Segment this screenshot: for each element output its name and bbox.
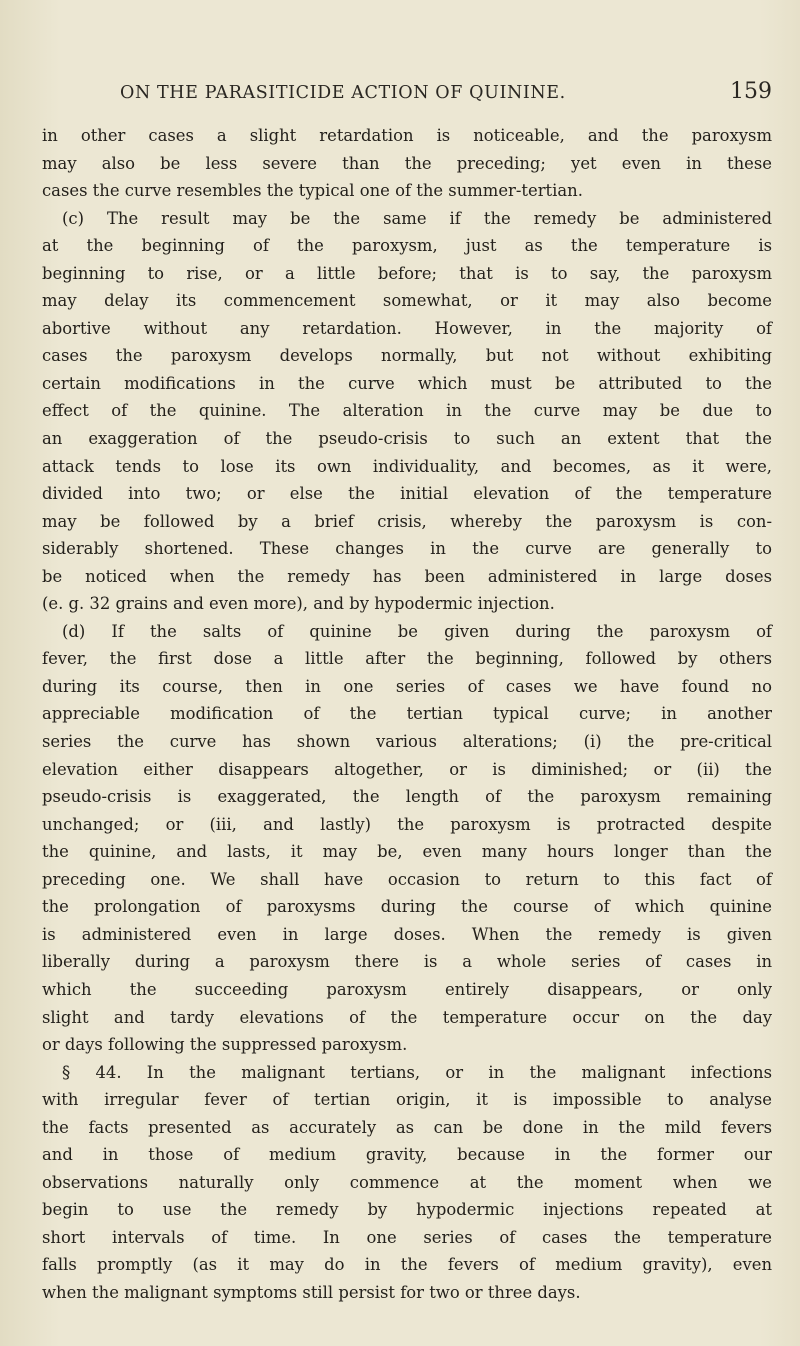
text-line: beginning to rise, or a little before; that is to say, the paroxysm xyxy=(42,263,772,283)
body-text xyxy=(42,122,772,1307)
text-line: divided into two; or else the initial elevation of the temperature xyxy=(42,484,772,504)
text-line: or days following the suppressed paroxysm. xyxy=(42,1035,408,1055)
text-line: falls promptly (as it may do in the fevers of medium gravity), even xyxy=(42,1255,772,1275)
text-line: appreciable modification of the tertian typical curve; in another xyxy=(42,704,772,724)
page-number: 159 xyxy=(730,79,772,104)
text-line: unchanged; or (iii, and lastly) the paroxysm is protracted despite xyxy=(42,814,772,834)
text-line: abortive without any retardation. However, in the majority of xyxy=(42,318,772,338)
text-line: effect of the quinine. The alteration in the curve may be due to xyxy=(42,401,772,421)
text-line: (e. g. 32 grains and even more), and by hypodermic injection. xyxy=(42,594,555,614)
text-line: with irregular fever of tertian origin, it is impossible to analyse xyxy=(42,1090,772,1110)
text-line: (d) If the salts of quinine be given during the paroxysm of xyxy=(62,621,772,641)
text-line: observations naturally only commence at the moment when we xyxy=(42,1172,772,1192)
text-line: fever, the first dose a little after the beginning, followed by others xyxy=(42,649,772,669)
text-line: pseudo-crisis is exaggerated, the length of the paroxysm remaining xyxy=(42,787,772,807)
text-line: the prolongation of paroxysms during the course of which quinine xyxy=(42,897,772,917)
page-header xyxy=(92,79,772,113)
text-line: series the curve has shown various alterations; (i) the pre-critical xyxy=(42,732,772,752)
text-line: begin to use the remedy by hypodermic injections repeated at xyxy=(42,1200,772,1220)
text-line: be noticed when the remedy has been administered in large doses xyxy=(42,566,772,586)
text-line: attack tends to lose its own individuality, and becomes, as it were, xyxy=(42,456,772,476)
text-line: during its course, then in one series of cases we have found no xyxy=(42,676,772,696)
text-line: § 44. In the malignant tertians, or in the malignant infections xyxy=(62,1062,772,1082)
text-line: and in those of medium gravity, because in the former our xyxy=(42,1145,772,1165)
text-line: short intervals of time. In one series of cases the temperature xyxy=(42,1227,772,1247)
text-line: may also be less severe than the preceding; yet even in these xyxy=(42,153,772,173)
text-line: when the malignant symptoms still persist for two or three days. xyxy=(42,1282,581,1302)
text-line: which the succeeding paroxysm entirely disappears, or only xyxy=(42,979,772,999)
text-line: may delay its commencement somewhat, or it may also become xyxy=(42,291,772,311)
text-line: is administered even in large doses. When the remedy is given xyxy=(42,924,772,944)
text-line: at the beginning of the paroxysm, just as the temperature is xyxy=(42,236,772,256)
text-line: liberally during a paroxysm there is a whole series of cases in xyxy=(42,952,772,972)
text-line: siderably shortened. These changes in the curve are generally to xyxy=(42,539,772,559)
text-line: (c) The result may be the same if the remedy be administered xyxy=(62,208,772,228)
text-line: cases the curve resembles the typical one of the summer-tertian. xyxy=(42,181,583,201)
text-line: the quinine, and lasts, it may be, even many hours longer than the xyxy=(42,842,772,862)
text-line: slight and tardy elevations of the temperature occur on the day xyxy=(42,1007,772,1027)
text-line: preceding one. We shall have occasion to return to this fact of xyxy=(42,869,772,889)
text-line: an exaggeration of the pseudo-crisis to such an extent that the xyxy=(42,429,772,449)
running-head: ON THE PARASITICIDE ACTION OF QUININE. xyxy=(120,83,566,103)
text-line: certain modifications in the curve which must be attributed to the xyxy=(42,373,772,393)
text-line: the facts presented as accurately as can be done in the mild fevers xyxy=(42,1117,772,1137)
text-line: in other cases a slight retardation is noticeable, and the paroxysm xyxy=(42,126,772,145)
text-line: cases the paroxysm develops normally, but not without exhibiting xyxy=(42,346,772,366)
text-line: elevation either disappears altogether, or is diminished; or (ii) the xyxy=(42,759,772,779)
text-line: may be followed by a brief crisis, whereby the paroxysm is con- xyxy=(42,511,772,531)
